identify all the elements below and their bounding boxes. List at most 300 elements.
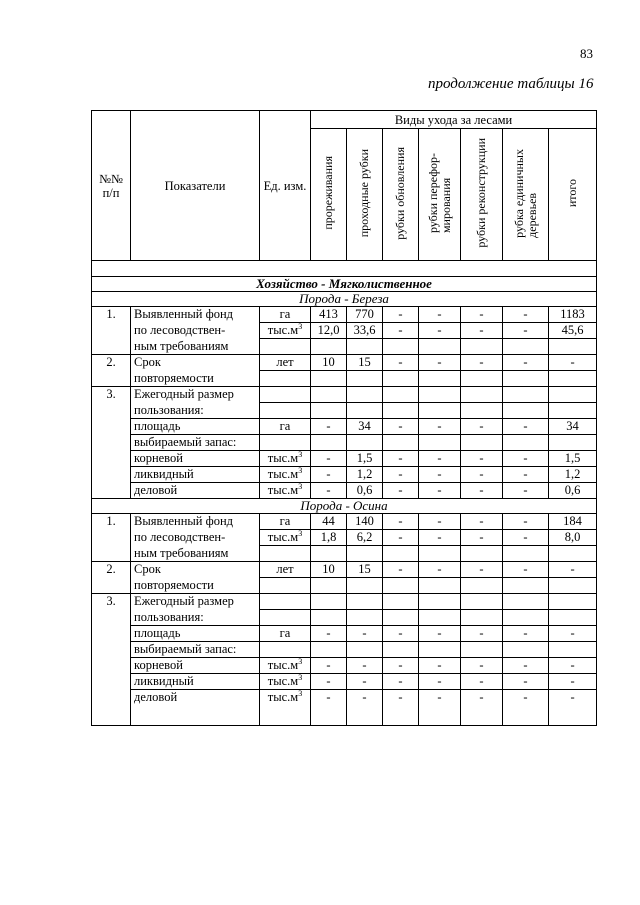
header-col [503, 129, 549, 261]
row-label: по лесоводствен- [131, 530, 260, 546]
row-number: 1. [92, 514, 131, 530]
value-cell [461, 371, 503, 387]
unit-cell [260, 467, 311, 483]
value-cell [383, 387, 419, 403]
unit-superscript: 3 [298, 449, 303, 459]
value-cell: 33,6 [347, 323, 383, 339]
unit-cell: лет [260, 355, 311, 371]
value-cell: - [503, 690, 549, 726]
header-group: Виды ухода за лесами [311, 111, 597, 129]
value-cell: - [383, 674, 419, 690]
value-cell [549, 435, 597, 451]
unit-text: тыс.м [267, 530, 299, 544]
value-cell [549, 578, 597, 594]
value-cell [383, 610, 419, 626]
value-cell: - [419, 674, 461, 690]
value-cell: - [347, 674, 383, 690]
row-number: 3. [92, 594, 131, 610]
unit-text: тыс.м [267, 690, 299, 704]
row-number: 1. [92, 307, 131, 323]
value-cell: - [383, 483, 419, 499]
value-cell: - [461, 690, 503, 726]
table-row [92, 594, 597, 610]
value-cell [383, 594, 419, 610]
row-label: ликвидный [131, 674, 260, 690]
unit-cell [260, 339, 311, 355]
value-cell: - [419, 483, 461, 499]
unit-cell: лет [260, 562, 311, 578]
value-cell [311, 594, 347, 610]
value-cell: 10 [311, 562, 347, 578]
row-label: пользования: [131, 610, 260, 626]
value-cell: - [461, 419, 503, 435]
unit-cell [260, 546, 311, 562]
row-number [92, 690, 131, 726]
row-number [92, 403, 131, 419]
value-cell: - [383, 626, 419, 642]
value-cell [311, 578, 347, 594]
value-cell [311, 339, 347, 355]
table-continuation-caption: продолжение таблицы 16 [428, 76, 594, 92]
unit-text: тыс.м [267, 658, 299, 672]
value-cell [383, 642, 419, 658]
header-col-label: рубки обновления [393, 146, 407, 240]
value-cell: - [383, 530, 419, 546]
value-cell: - [461, 626, 503, 642]
value-cell: - [503, 674, 549, 690]
value-cell: - [503, 307, 549, 323]
value-cell: - [549, 626, 597, 642]
value-cell: - [461, 483, 503, 499]
table-row [92, 514, 597, 530]
value-cell: - [503, 530, 549, 546]
value-cell [549, 403, 597, 419]
value-cell: - [383, 355, 419, 371]
value-cell: - [383, 658, 419, 674]
row-number [92, 530, 131, 546]
unit-cell [260, 658, 311, 674]
row-label: повторяемости [131, 578, 260, 594]
table-row [92, 307, 597, 323]
row-label: выбираемый запас: [131, 435, 260, 451]
value-cell: - [503, 355, 549, 371]
value-cell: - [419, 323, 461, 339]
value-cell [549, 594, 597, 610]
row-number [92, 371, 131, 387]
value-cell [461, 610, 503, 626]
row-label: деловой [131, 483, 260, 499]
value-cell: - [347, 690, 383, 726]
value-cell: - [503, 419, 549, 435]
row-number [92, 467, 131, 483]
table-row [92, 530, 597, 546]
value-cell: - [419, 355, 461, 371]
value-cell [311, 387, 347, 403]
row-label: Выявленный фонд [131, 307, 260, 323]
value-cell: - [461, 467, 503, 483]
unit-superscript: 3 [298, 465, 303, 475]
value-cell: - [549, 562, 597, 578]
value-cell: - [503, 658, 549, 674]
value-cell: - [461, 307, 503, 323]
value-cell: - [419, 690, 461, 726]
unit-cell [260, 483, 311, 499]
forest-care-table [91, 110, 597, 726]
row-number [92, 546, 131, 562]
value-cell: - [461, 323, 503, 339]
table-row [92, 562, 597, 578]
unit-text: тыс.м [267, 483, 299, 497]
value-cell [503, 435, 549, 451]
table-row [92, 483, 597, 499]
value-cell [311, 403, 347, 419]
table-row [92, 403, 597, 419]
value-cell [383, 339, 419, 355]
value-cell: 184 [549, 514, 597, 530]
value-cell [461, 578, 503, 594]
value-cell: 770 [347, 307, 383, 323]
value-cell [347, 546, 383, 562]
value-cell: - [311, 626, 347, 642]
value-cell: - [461, 514, 503, 530]
row-number [92, 323, 131, 339]
value-cell [549, 610, 597, 626]
value-cell: 1,2 [549, 467, 597, 483]
unit-cell: га [260, 307, 311, 323]
value-cell: 140 [347, 514, 383, 530]
value-cell [383, 546, 419, 562]
row-label: повторяемости [131, 371, 260, 387]
unit-cell [260, 690, 311, 726]
value-cell: 12,0 [311, 323, 347, 339]
row-label: Выявленный фонд [131, 514, 260, 530]
row-number [92, 674, 131, 690]
unit-cell [260, 674, 311, 690]
value-cell [311, 610, 347, 626]
value-cell: - [383, 467, 419, 483]
value-cell: 10 [311, 355, 347, 371]
value-cell [347, 594, 383, 610]
value-cell: - [549, 658, 597, 674]
spacer-row [92, 261, 597, 277]
value-cell: 15 [347, 355, 383, 371]
header-col [461, 129, 503, 261]
section-title: Хозяйство - Мягколиственное [92, 277, 597, 292]
unit-cell: га [260, 626, 311, 642]
value-cell: 15 [347, 562, 383, 578]
table-row [92, 690, 597, 726]
value-cell [503, 642, 549, 658]
table-row [92, 387, 597, 403]
value-cell [503, 546, 549, 562]
value-cell [419, 578, 461, 594]
table-row [92, 642, 597, 658]
value-cell: - [461, 674, 503, 690]
value-cell: - [311, 451, 347, 467]
value-cell: 1,8 [311, 530, 347, 546]
value-cell: - [311, 690, 347, 726]
unit-superscript: 3 [298, 656, 303, 666]
value-cell: - [311, 674, 347, 690]
table-row [92, 578, 597, 594]
value-cell [347, 387, 383, 403]
row-label: площадь [131, 626, 260, 642]
value-cell: - [383, 514, 419, 530]
table-row [92, 546, 597, 562]
row-label: корневой [131, 658, 260, 674]
value-cell: - [383, 323, 419, 339]
unit-cell [260, 435, 311, 451]
unit-superscript: 3 [298, 528, 303, 538]
value-cell [347, 435, 383, 451]
table-row [92, 674, 597, 690]
row-number [92, 610, 131, 626]
value-cell: 8,0 [549, 530, 597, 546]
row-number [92, 339, 131, 355]
unit-superscript: 3 [298, 672, 303, 682]
header-col-label: прореживания [321, 156, 335, 230]
value-cell: 0,6 [347, 483, 383, 499]
page-number: 83 [580, 46, 593, 61]
value-cell [461, 435, 503, 451]
row-number [92, 626, 131, 642]
unit-superscript: 3 [298, 481, 303, 491]
unit-cell: га [260, 514, 311, 530]
unit-cell [260, 578, 311, 594]
unit-cell [260, 403, 311, 419]
value-cell [347, 371, 383, 387]
value-cell [461, 339, 503, 355]
unit-cell [260, 371, 311, 387]
header-col-label: итого [565, 178, 580, 208]
table-row [92, 451, 597, 467]
unit-cell [260, 323, 311, 339]
table-row [92, 467, 597, 483]
value-cell: - [419, 626, 461, 642]
row-number [92, 419, 131, 435]
value-cell: 0,6 [549, 483, 597, 499]
value-cell: 44 [311, 514, 347, 530]
value-cell: 6,2 [347, 530, 383, 546]
group-title: Порода - Осина [92, 499, 597, 514]
row-label: деловой [131, 690, 260, 726]
value-cell: - [347, 658, 383, 674]
value-cell [383, 371, 419, 387]
value-cell: 34 [549, 419, 597, 435]
header-col-label: рубки реконструкции [474, 138, 488, 248]
row-label: ликвидный [131, 467, 260, 483]
value-cell [311, 546, 347, 562]
value-cell: 1,2 [347, 467, 383, 483]
row-label: ным требованиям [131, 339, 260, 355]
value-cell: - [549, 355, 597, 371]
table-row [92, 610, 597, 626]
unit-cell [260, 451, 311, 467]
row-label: Срок [131, 355, 260, 371]
value-cell [383, 435, 419, 451]
value-cell: - [383, 562, 419, 578]
header-num: №№ п/п [92, 111, 131, 261]
value-cell: 34 [347, 419, 383, 435]
unit-cell [260, 530, 311, 546]
value-cell: - [419, 514, 461, 530]
value-cell [347, 642, 383, 658]
unit-superscript: 3 [298, 688, 303, 698]
value-cell [549, 546, 597, 562]
value-cell [419, 371, 461, 387]
value-cell: - [503, 514, 549, 530]
value-cell: - [311, 658, 347, 674]
value-cell [549, 642, 597, 658]
row-label: пользования: [131, 403, 260, 419]
header-indicator: Показатели [131, 111, 260, 261]
value-cell: 1,5 [347, 451, 383, 467]
value-cell [311, 435, 347, 451]
header-col-label: рубки перефор- мирования [425, 152, 453, 234]
row-label: выбираемый запас: [131, 642, 260, 658]
row-label: ным требованиям [131, 546, 260, 562]
header-col-label: проходные рубки [357, 148, 371, 238]
value-cell [549, 387, 597, 403]
table-row [92, 419, 597, 435]
value-cell [503, 339, 549, 355]
value-cell: - [419, 467, 461, 483]
value-cell [347, 578, 383, 594]
value-cell [419, 546, 461, 562]
value-cell [549, 371, 597, 387]
value-cell [419, 594, 461, 610]
row-number [92, 658, 131, 674]
value-cell [461, 594, 503, 610]
value-cell: - [419, 451, 461, 467]
unit-cell: га [260, 419, 311, 435]
table-row [92, 323, 597, 339]
header-col [419, 129, 461, 261]
value-cell [419, 610, 461, 626]
value-cell: - [419, 658, 461, 674]
value-cell: - [549, 690, 597, 726]
value-cell: - [383, 419, 419, 435]
value-cell: - [549, 674, 597, 690]
value-cell [419, 339, 461, 355]
value-cell: - [419, 530, 461, 546]
value-cell: - [503, 626, 549, 642]
value-cell: - [311, 419, 347, 435]
unit-cell [260, 594, 311, 610]
value-cell [461, 642, 503, 658]
row-number: 3. [92, 387, 131, 403]
value-cell [549, 339, 597, 355]
value-cell [347, 339, 383, 355]
unit-cell [260, 610, 311, 626]
value-cell: - [419, 307, 461, 323]
table-row [92, 435, 597, 451]
value-cell: - [419, 562, 461, 578]
unit-cell [260, 642, 311, 658]
unit-superscript: 3 [298, 321, 303, 331]
value-cell: - [461, 451, 503, 467]
value-cell: - [419, 419, 461, 435]
value-cell: - [461, 355, 503, 371]
value-cell [503, 610, 549, 626]
row-number [92, 435, 131, 451]
value-cell: - [383, 451, 419, 467]
value-cell [347, 610, 383, 626]
value-cell [383, 403, 419, 419]
value-cell: 413 [311, 307, 347, 323]
value-cell: - [311, 467, 347, 483]
value-cell: 1,5 [549, 451, 597, 467]
unit-cell [260, 387, 311, 403]
value-cell: - [461, 658, 503, 674]
value-cell [419, 403, 461, 419]
value-cell: 1183 [549, 307, 597, 323]
row-number [92, 642, 131, 658]
value-cell: - [347, 626, 383, 642]
row-label: Ежегодный размер [131, 594, 260, 610]
value-cell: - [383, 307, 419, 323]
row-number [92, 483, 131, 499]
value-cell [461, 387, 503, 403]
row-number: 2. [92, 355, 131, 371]
value-cell [503, 403, 549, 419]
value-cell [503, 387, 549, 403]
unit-text: тыс.м [267, 323, 299, 337]
value-cell [419, 435, 461, 451]
value-cell [419, 642, 461, 658]
header-col [347, 129, 383, 261]
value-cell: 45,6 [549, 323, 597, 339]
header-col-label: рубка единичных деревьев [511, 148, 539, 238]
value-cell [419, 387, 461, 403]
value-cell: - [461, 562, 503, 578]
table-row [92, 339, 597, 355]
value-cell [383, 578, 419, 594]
header-col [383, 129, 419, 261]
value-cell [311, 371, 347, 387]
table-row [92, 355, 597, 371]
value-cell [503, 371, 549, 387]
value-cell: - [383, 690, 419, 726]
unit-text: тыс.м [267, 467, 299, 481]
value-cell: - [311, 483, 347, 499]
unit-text: тыс.м [267, 674, 299, 688]
table-row [92, 371, 597, 387]
row-label: по лесоводствен- [131, 323, 260, 339]
header-col [549, 129, 597, 261]
value-cell: - [503, 323, 549, 339]
value-cell: - [503, 451, 549, 467]
value-cell [347, 403, 383, 419]
group-title: Порода - Береза [92, 292, 597, 307]
table-row [92, 658, 597, 674]
value-cell [461, 403, 503, 419]
value-cell [503, 594, 549, 610]
table-row [92, 626, 597, 642]
row-label: Срок [131, 562, 260, 578]
value-cell [461, 546, 503, 562]
value-cell: - [503, 483, 549, 499]
value-cell [311, 642, 347, 658]
row-label: корневой [131, 451, 260, 467]
row-number [92, 451, 131, 467]
unit-text: тыс.м [267, 451, 299, 465]
row-number [92, 578, 131, 594]
row-label: площадь [131, 419, 260, 435]
value-cell: - [503, 562, 549, 578]
value-cell: - [461, 530, 503, 546]
row-number: 2. [92, 562, 131, 578]
